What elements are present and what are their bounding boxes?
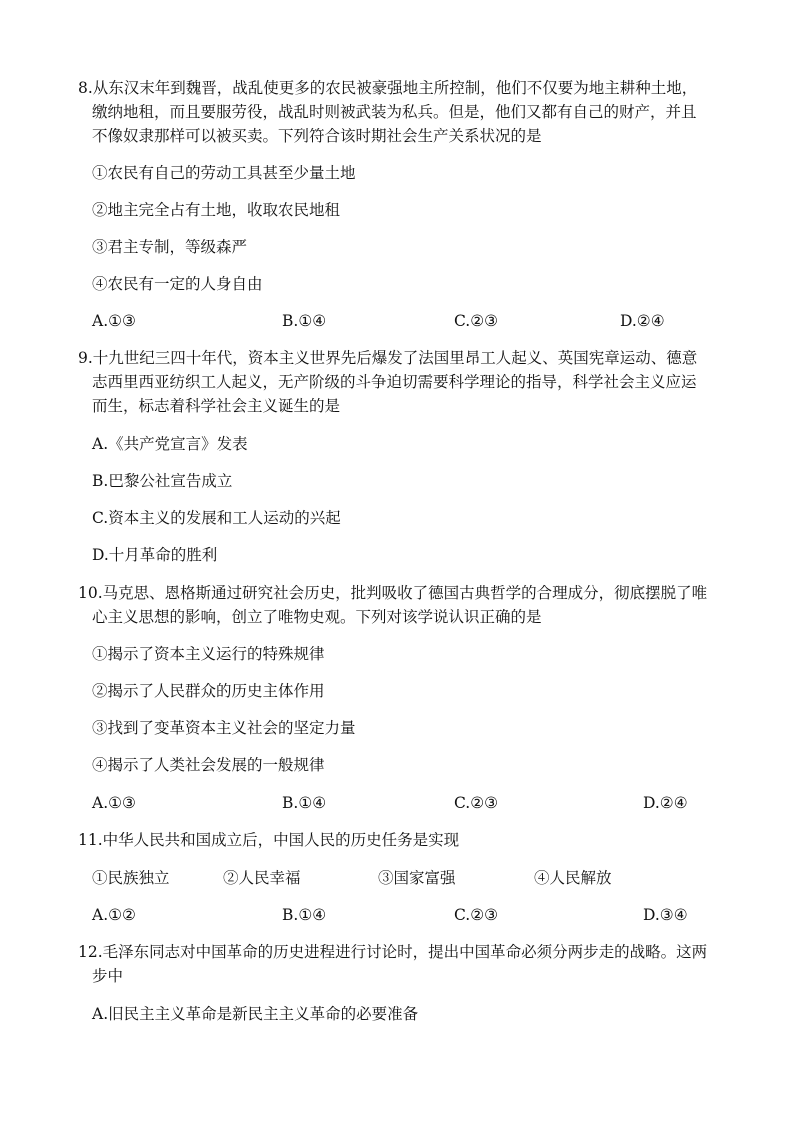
question-10-stem-line-1: 10.马克思、恩格斯通过研究社会历史，批判吸收了德国古典哲学的合理成分，彻底摆脱了唯	[78, 584, 708, 602]
question-9-stem-line-1: 9.十九世纪三四十年代，资本主义世界先后爆发了法国里昂工人起义、英国宪章运动、德意	[78, 349, 698, 367]
question-10-statement-2: ②揭示了人民群众的历史主体作用	[92, 682, 325, 700]
question-8-stem-line-1: 8.从东汉末年到魏晋，战乱使更多的农民被豪强地主所控制，他们不仅要为地主耕种土地，	[78, 79, 698, 97]
question-8-choice-d[interactable]: D.②④	[620, 312, 665, 330]
question-12-choice-a[interactable]: A.旧民主主义革命是新民主主义革命的必要准备	[92, 1005, 419, 1023]
question-11-choice-b[interactable]: B.①④	[282, 906, 327, 924]
question-8-statement-1: ①农民有自己的劳动工具甚至少量土地	[92, 164, 356, 182]
question-8-choice-a[interactable]: A.①③	[92, 312, 136, 330]
question-9-choice-b[interactable]: B.巴黎公社宣告成立	[92, 472, 233, 490]
question-9-choice-d[interactable]: D.十月革命的胜利	[92, 546, 218, 564]
question-9-stem-line-3: 而生，标志着科学社会主义诞生的是	[92, 397, 341, 415]
question-9-choice-a[interactable]: A.《共产党宣言》发表	[92, 435, 248, 453]
question-10-choice-d[interactable]: D.②④	[643, 794, 688, 812]
question-8-choice-b[interactable]: B.①④	[282, 312, 327, 330]
question-8-stem-line-2: 缴纳地租，而且要服劳役，战乱时则被武装为私兵。但是，他们又都有自己的财产，并且	[92, 103, 697, 121]
question-8-choice-c[interactable]: C.②③	[454, 312, 499, 330]
question-10-stem-line-2: 心主义思想的影响，创立了唯物史观。下列对该学说认识正确的是	[92, 608, 542, 626]
question-11-statement-4: ④人民解放	[534, 869, 612, 887]
question-8-statement-3: ③君主专制，等级森严	[92, 238, 248, 256]
question-8-stem-line-3: 不像奴隶那样可以被买卖。下列符合该时期社会生产关系状况的是	[92, 127, 542, 145]
question-11-choice-d[interactable]: D.③④	[643, 906, 688, 924]
question-11-statement-3: ③国家富强	[378, 869, 456, 887]
question-8-statement-4: ④农民有一定的人身自由	[92, 275, 263, 293]
question-11-stem-line-1: 11.中华人民共和国成立后，中国人民的历史任务是实现	[78, 831, 460, 849]
question-10-statement-4: ④揭示了人类社会发展的一般规律	[92, 756, 325, 774]
question-11-choice-a[interactable]: A.①②	[92, 906, 136, 924]
question-9-choice-c[interactable]: C.资本主义的发展和工人运动的兴起	[92, 509, 341, 527]
question-10-statement-1: ①揭示了资本主义运行的特殊规律	[92, 645, 325, 663]
question-8-statement-2: ②地主完全占有土地，收取农民地租	[92, 201, 341, 219]
question-11-statement-1: ①民族独立	[92, 869, 170, 887]
question-10-choice-b[interactable]: B.①④	[282, 794, 327, 812]
question-9-stem-line-2: 志西里西亚纺织工人起义，无产阶级的斗争迫切需要科学理论的指导，科学社会主义应运	[92, 373, 697, 391]
question-10-choice-c[interactable]: C.②③	[454, 794, 499, 812]
question-10-choice-a[interactable]: A.①③	[92, 794, 136, 812]
question-12-stem-line-2: 步中	[92, 967, 124, 985]
question-10-statement-3: ③找到了变革资本主义社会的坚定力量	[92, 719, 356, 737]
question-11-choice-c[interactable]: C.②③	[454, 906, 499, 924]
question-11-statement-2: ②人民幸福	[223, 869, 301, 887]
question-12-stem-line-1: 12.毛泽东同志对中国革命的历史进程进行讨论时，提出中国革命必须分两步走的战略。这两	[78, 943, 708, 961]
